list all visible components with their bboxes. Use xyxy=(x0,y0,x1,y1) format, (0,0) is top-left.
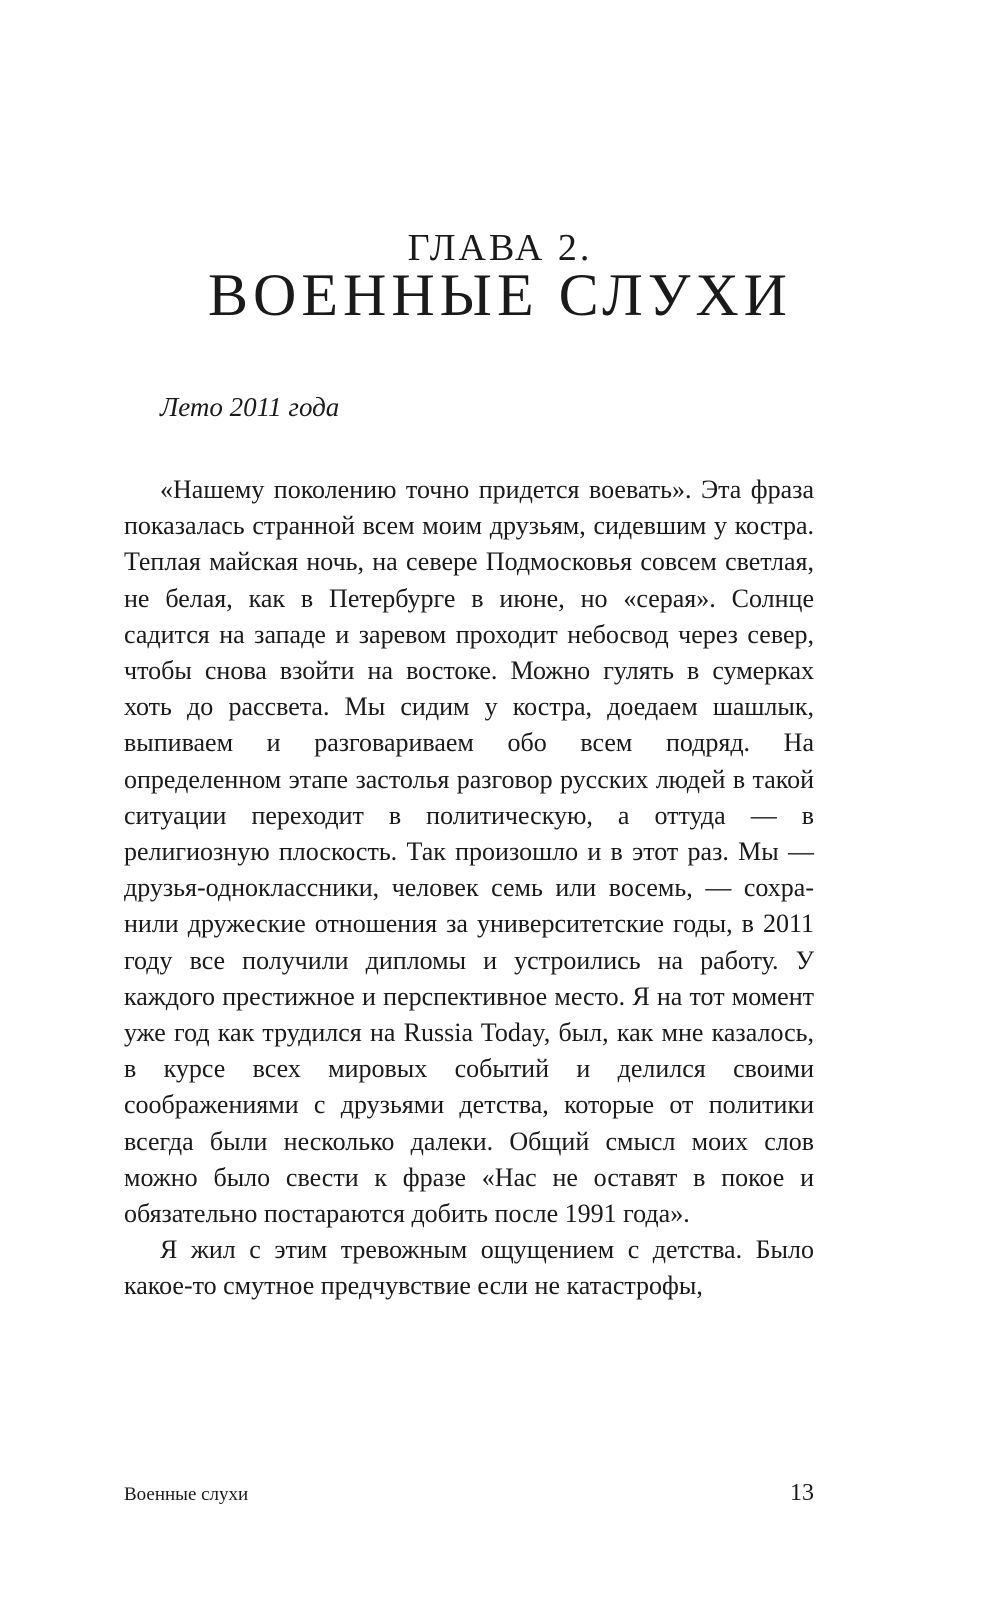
paragraph: Я жил с этим тревожным ощущением с детства. Было какое-то смутное предчувствие если не катастрофы, xyxy=(124,1235,814,1301)
chapter-label: ГЛАВА 2. xyxy=(407,227,593,269)
chapter-epigraph: Лето 2011 года xyxy=(160,392,340,422)
page-number: 13 xyxy=(790,1480,814,1506)
body-text xyxy=(124,472,814,1305)
paragraph: «Нашему поколению точно придется воевать». Эта фраза показалась странной всем моим друзьям, сидевшим у костра. Теплая майская ночь, на севере Подмосковья совсем светлая, не белая, как в Петербурге в июне, но «серая». Солнце садится на западе и заревом проходит небосвод через север, чтобы снова взойти на востоке. Можно гулять в сумерках хоть до рассвета. Мы сидим у костра, доедаем шашлык, выпиваем и разговариваем обо всем подряд. На определенном этапе застолья разговор русских людей в такой ситуации переходит в политическую, а оттуда — в религиозную плоскость. Так произошло и в этот раз. Мы — друзья-одноклассники, человек семь или восемь, — сохранили дружеские отношения за университетские годы, в 2011 году все получили дипломы и устроились на работу. У каждого престижное и перспективное место. Я на тот момент уже год как трудился на Russia Today, был, как мне казалось, в курсе всех мировых событий и делился своими соображениями с друзьями детства, которые от политики всегда были несколько далеки. Общий смысл моих слов можно было свести к фразе «Нас не оставят в покое и обязательно постараются добить после 1991 года». xyxy=(124,475,814,1229)
running-head: Военные слухи xyxy=(124,1484,249,1505)
chapter-title: ВОЕННЫЕ СЛУХИ xyxy=(208,262,792,328)
